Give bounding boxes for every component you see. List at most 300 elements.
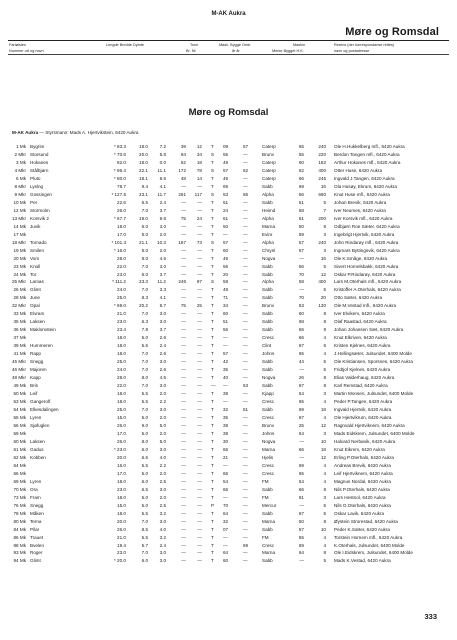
cell-length: * 20.0 — [113, 558, 126, 564]
cell-horsepower: 3 — [323, 430, 326, 436]
cell-rebuild-year: — — [243, 438, 248, 444]
cell-vessel-name: Kobben — [30, 454, 46, 460]
cell-material: T — [211, 518, 214, 524]
cell-depth: 2.6 — [159, 367, 166, 373]
cell-material: T — [211, 391, 214, 397]
cell-build-year: 39 — [223, 391, 229, 397]
cell-net-tonnage: — — [197, 454, 202, 460]
cell-vessel-name: Rapp — [30, 351, 41, 357]
cell-row-number: 13 Mkr — [11, 215, 26, 221]
cell-net-tonnage: — — [197, 534, 202, 540]
cell-net-tonnage: — — [197, 223, 202, 229]
cell-net-tonnage: — — [197, 375, 202, 381]
cell-rebuild-year: — — [243, 287, 248, 293]
table-row — [0, 303, 457, 311]
cell-depth: 2.0 — [159, 231, 166, 237]
cell-engine-make: Alpha — [262, 279, 274, 285]
cell-length: 24.0 — [117, 367, 126, 373]
cell-horsepower: 8 — [323, 375, 326, 381]
cell-engine-make: Marna — [262, 446, 276, 452]
cell-build-year: 66 — [223, 446, 229, 452]
cell-net-tonnage: 78 — [196, 167, 202, 173]
cell-row-number: 14 Mk — [13, 223, 26, 229]
cell-horsepower: 8 — [323, 383, 326, 389]
cell-gross-tonnage: — — [181, 255, 186, 261]
cell-engine-make: Nogva — [262, 438, 276, 444]
cell-build-year: — — [223, 462, 228, 468]
cell-build-year: 34 — [223, 303, 229, 309]
cell-rebuild-year: — — [243, 183, 248, 189]
cell-horsepower: 6 — [323, 343, 326, 349]
cell-gross-tonnage: — — [181, 534, 186, 540]
cell-gross-tonnage: — — [181, 375, 186, 381]
cell-net-tonnage: — — [197, 263, 202, 269]
cell-owner: Kristen Kjelnes, 6420 Aukra — [334, 343, 391, 349]
cell-length: 17.0 — [117, 430, 126, 436]
cell-rebuild-year: — — [243, 295, 248, 301]
cell-vessel-name: Elvram — [30, 311, 45, 317]
cell-owner: Nils O.Oterhals, 6420 Aukra — [334, 502, 391, 508]
cell-gross-tonnage: — — [181, 199, 186, 205]
cell-build-year: 55 — [223, 151, 229, 157]
cell-material: T — [211, 375, 214, 381]
cell-engine-year: 62 — [298, 167, 304, 173]
cell-engine-year: 55 — [298, 151, 304, 157]
cell-length: 18.0 — [117, 223, 126, 229]
cell-rebuild-year: — — [243, 215, 248, 221]
cell-length: 21.0 — [117, 311, 126, 317]
cell-net-tonnage: — — [197, 550, 202, 556]
cell-owner: Karl Remstad, 6420 Aukra — [334, 383, 388, 389]
cell-build-year: 69 — [223, 183, 229, 189]
cell-gross-tonnage: — — [181, 351, 186, 357]
table-row — [0, 184, 457, 192]
cell-depth: 3.0 — [159, 518, 166, 524]
cell-build-year: 35 — [223, 367, 229, 373]
cell-material: — — [211, 383, 216, 389]
cell-owner: Odbjørn Roe Sæter, 6420 Aukra — [334, 223, 400, 229]
table-row — [0, 535, 457, 543]
cell-net-tonnage: — — [197, 199, 202, 205]
cell-material: T — [211, 486, 214, 492]
cell-material: T — [211, 470, 214, 476]
cell-horsepower: 4 — [323, 534, 326, 540]
cell-material: T — [211, 199, 214, 205]
cell-gross-tonnage: — — [181, 510, 186, 516]
cell-engine-year: 57 — [298, 239, 304, 245]
cell-rebuild-year: — — [243, 462, 248, 468]
cell-rebuild-year: — — [243, 422, 248, 428]
cell-row-number: 46 Mkr — [11, 367, 26, 373]
table-row — [0, 343, 457, 351]
cell-horsepower: 8 — [323, 518, 326, 524]
cell-horsepower: 220 — [318, 151, 326, 157]
header-reder: Rerens (der korrespondanse rettes) — [334, 43, 395, 47]
cell-owner: Andreas Brevik, 6420 Aukra — [334, 462, 391, 468]
cell-build-year: 46 — [223, 175, 229, 181]
cell-width: 18.0 — [139, 159, 148, 165]
cell-width: 5.5 — [141, 399, 148, 405]
cell-width: 5.0 — [141, 414, 148, 420]
cell-net-tonnage: — — [197, 383, 202, 389]
cell-vessel-name: Lyslng — [30, 183, 44, 189]
cell-horsepower: 12 — [320, 454, 326, 460]
cell-width: 6.6 — [141, 454, 148, 460]
cell-vessel-name: Måken — [30, 510, 44, 516]
table-row — [0, 431, 457, 439]
cell-gross-tonnage: — — [181, 407, 186, 412]
cell-net-tonnage: — — [197, 478, 202, 484]
cell-owner: Oskar P.Rindarøy, 6420 Aukra — [334, 271, 396, 277]
running-header: M-AK Aukra — [211, 11, 246, 17]
cell-vessel-name: Gossingen — [30, 191, 52, 197]
cell-depth: 8.7 — [159, 303, 166, 309]
cell-material: T — [211, 526, 214, 532]
cell-horsepower: 130 — [318, 303, 326, 309]
cell-length: 15.0 — [117, 502, 126, 508]
cell-engine-year: 66 — [298, 486, 304, 492]
cell-horsepower: 5 — [323, 367, 326, 373]
cell-row-number: 19 Mk — [13, 247, 26, 253]
cell-material: T — [211, 351, 214, 357]
cell-width: 7.0 — [141, 311, 148, 317]
cell-engine-year: 58 — [298, 207, 304, 213]
cell-row-number: 54 Mk — [13, 407, 26, 412]
cell-depth: 2.0 — [159, 494, 166, 500]
cell-horsepower: 18 — [320, 446, 326, 452]
cell-net-tonnage: 97 — [196, 279, 202, 285]
cell-rebuild-year: — — [243, 255, 248, 261]
cell-rebuild-year: 63 — [243, 383, 249, 389]
cell-engine-make: Clint — [262, 343, 272, 349]
cell-horsepower: 5 — [323, 287, 326, 293]
cell-owner: Peder K.Sæter, 6420 Aukra — [334, 526, 390, 532]
table-row — [0, 503, 457, 511]
cell-build-year: 07 — [223, 526, 229, 532]
cell-owner: Halvard Nerbøvik, 6420 Aukra — [334, 438, 396, 444]
cell-owner: Peder P.Tangen, 6420 Aukra — [334, 399, 393, 405]
cell-vessel-name: Smilen — [30, 247, 45, 253]
cell-engine-make: Sabb — [262, 558, 273, 564]
cell-row-number: 80 Mk — [13, 518, 26, 524]
cell-length: * 101.3 — [111, 239, 126, 245]
cell-gross-tonnage: — — [181, 542, 186, 548]
cell-length: 19.4 — [117, 542, 126, 548]
cell-depth: 3.0 — [159, 319, 166, 325]
cell-build-year: 39 — [223, 430, 229, 436]
cell-depth: 4.1 — [159, 295, 166, 301]
cell-row-number: 28 Mk — [13, 295, 26, 301]
cell-engine-make: Sabb — [262, 510, 273, 516]
cell-horsepower: 8 — [323, 223, 326, 229]
cell-horsepower: 3 — [323, 247, 326, 253]
cell-material: T — [211, 255, 214, 261]
cell-depth: 3.0 — [159, 486, 166, 492]
table-row — [0, 240, 457, 248]
cell-width: 23.1 — [139, 191, 148, 197]
cell-owner: Lars Hestnol, 6420 Aukra — [334, 494, 386, 500]
table-row — [0, 287, 457, 295]
cell-row-number: 62 Mk — [13, 454, 26, 460]
cell-row-number: 48 Mkr — [11, 375, 26, 381]
cell-length: 22.6 — [117, 199, 126, 205]
table-row — [0, 160, 457, 168]
cell-net-tonnage: — — [197, 414, 202, 420]
cell-rebuild-year: — — [243, 207, 248, 213]
cell-owner: Knut Huse mfl., 6420 Aukra — [334, 191, 390, 197]
cell-engine-make: Cresc — [262, 470, 274, 476]
cell-material: T — [211, 175, 214, 181]
cell-material: T — [211, 295, 214, 301]
cell-material: T — [211, 159, 214, 165]
region-title: Møre og Romsdal — [345, 26, 439, 38]
cell-build-year: 46 — [223, 255, 229, 261]
cell-row-number: 55 Mk — [13, 414, 26, 420]
cell-row-number: 1 Mk — [16, 144, 26, 149]
cell-engine-make: Cresc — [262, 542, 274, 548]
cell-vessel-name: Tornado — [30, 239, 47, 245]
cell-owner: Ingebrigt Hjertvik, 6420 Aukra — [334, 231, 395, 237]
cell-owner: John Rindarøy mfl., 6420 Aukra — [334, 239, 399, 245]
cell-gross-tonnage: — — [181, 287, 186, 293]
cell-build-year: — — [223, 343, 228, 349]
cell-material: S — [211, 151, 215, 157]
cell-engine-make: Johns — [262, 430, 275, 436]
cell-engine-make: Mercur — [262, 502, 277, 508]
cell-engine-make: Sabb — [262, 287, 273, 293]
cell-length: 18.0 — [117, 391, 126, 397]
cell-vessel-name: Knoll — [30, 263, 41, 269]
header-mask-sub: år år — [232, 49, 240, 53]
cell-rebuild-year: 51 — [243, 407, 249, 412]
cell-gross-tonnage: — — [181, 311, 186, 317]
cell-length: * 16.0 — [113, 247, 126, 253]
cell-gross-tonnage: — — [181, 263, 186, 269]
cell-vessel-name: Opal — [30, 303, 40, 309]
cell-build-year: 70 — [223, 502, 229, 508]
cell-net-tonnage: 12 — [196, 144, 202, 149]
cell-engine-year: 25 — [298, 422, 304, 428]
cell-rebuild-year: — — [243, 263, 248, 269]
cell-rebuild-year: — — [243, 175, 248, 181]
cell-gross-tonnage: — — [181, 319, 186, 325]
table-row — [0, 463, 457, 471]
cell-net-tonnage: 34 — [196, 151, 202, 157]
cell-vessel-name: Snegg — [30, 502, 44, 508]
cell-build-year: 57 — [223, 239, 229, 245]
cell-rebuild-year: — — [243, 351, 248, 357]
cell-length: 23.0 — [117, 486, 126, 492]
cell-material: T — [211, 367, 214, 373]
cell-width: 23.3 — [139, 279, 148, 285]
cell-rebuild-year: 69 — [243, 542, 249, 548]
cell-depth: 2.0 — [159, 391, 166, 397]
cell-engine-year: 69 — [298, 542, 304, 548]
cell-length: 23.0 — [117, 319, 126, 325]
cell-length: 24.0 — [117, 287, 126, 293]
cell-gross-tonnage: — — [181, 335, 186, 341]
cell-owner: Knut Elkriven, 6420 Aukra — [334, 335, 387, 341]
cell-length: * 127.6 — [111, 191, 126, 197]
cell-material: T — [211, 183, 214, 189]
cell-gross-tonnage: 172 — [178, 167, 186, 173]
cell-net-tonnage: 73 — [196, 239, 202, 245]
cell-row-number: 20 Mk — [13, 255, 26, 261]
cell-width: 7.0 — [141, 207, 148, 213]
cell-depth: 4.5 — [159, 375, 166, 381]
cell-rebuild-year: — — [243, 399, 248, 405]
cell-build-year: 39 — [223, 422, 229, 428]
cell-vessel-name: Per — [30, 199, 38, 205]
cell-engine-make: Brunv — [262, 422, 275, 428]
cell-length: 20.0 — [117, 518, 126, 524]
cell-engine-make: Nogva — [262, 375, 276, 381]
cell-vessel-name: Laksen — [30, 438, 45, 444]
cell-horsepower: 3 — [323, 231, 326, 237]
table-row — [0, 208, 457, 216]
cell-depth: 2.4 — [159, 343, 166, 349]
cell-rebuild-year: — — [243, 518, 248, 524]
cell-depth: 4.6 — [159, 255, 166, 261]
cell-engine-make: Marna — [262, 223, 276, 229]
cell-gross-tonnage: — — [181, 438, 186, 444]
cell-net-tonnage: — — [197, 255, 202, 261]
cell-depth: 11.1 — [157, 167, 166, 173]
cell-material: T — [211, 335, 214, 341]
cell-vessel-name: Lyren — [30, 414, 42, 420]
cell-length: 15.0 — [117, 414, 126, 420]
cell-vessel-name: Bvelen — [30, 542, 45, 548]
cell-vessel-name: Korsvik 2 — [30, 215, 49, 221]
cell-depth: 0.0 — [159, 159, 166, 165]
cell-material: P — [211, 502, 215, 508]
cell-rebuild-year: — — [243, 526, 248, 532]
cell-engine-year: — — [299, 438, 304, 444]
cell-owner: Mads Eidskrem, Julsundet, 6400 Molde — [334, 430, 415, 436]
cell-depth: 2.5 — [159, 502, 166, 508]
cell-material: T — [211, 542, 214, 548]
cell-owner: Fridtjof Kjelnes, 6420 Aukra — [334, 367, 391, 373]
cell-depth: 4.0 — [159, 454, 166, 460]
cell-owner: Erling P.Oterhals, 6420 Aukra — [334, 454, 394, 460]
cell-width: 7.0 — [141, 263, 148, 269]
cell-vessel-name: Vom — [30, 255, 40, 261]
cell-rebuild-year: — — [243, 486, 248, 492]
cell-horsepower: 4 — [323, 399, 326, 405]
cell-engine-year: 70 — [298, 271, 304, 277]
header-tonn: Tonn — [190, 43, 199, 47]
cell-owner: Øystein Strorestad, 6420 Aukra — [334, 518, 398, 524]
cell-owner: Ragnvald Hjertviknem, 6420 Aukra — [334, 422, 405, 428]
cell-owner: Martin Monsen, Julsundet, 6400 Molde — [334, 391, 414, 397]
cell-width: 8.0 — [141, 255, 148, 261]
cell-length: 26.0 — [117, 207, 126, 213]
cell-owner: Ingvald J.Tangen, 6420 Aukra — [334, 175, 395, 181]
cell-length: 26.0 — [117, 438, 126, 444]
cell-material: T — [211, 311, 214, 317]
cell-build-year: 57 — [223, 351, 229, 357]
cell-rebuild-year: — — [243, 335, 248, 341]
cell-width: 8.0 — [141, 375, 148, 381]
cell-build-year: — — [223, 494, 228, 500]
cell-gross-tonnage: — — [181, 454, 186, 460]
cell-net-tonnage: — — [197, 542, 202, 548]
cell-row-number: 24 Mk — [13, 271, 26, 277]
cell-gross-tonnage: 52 — [180, 159, 186, 165]
cell-gross-tonnage: 48 — [180, 175, 186, 181]
cell-width: 5.0 — [141, 247, 148, 253]
cell-depth: 5.0 — [159, 438, 166, 444]
cell-row-number: 56 Mk — [13, 422, 26, 428]
table-row — [0, 256, 457, 264]
cell-width: 6.0 — [141, 223, 148, 229]
cell-build-year: 42 — [223, 359, 229, 365]
cell-material: S — [211, 191, 215, 197]
cell-length: 18.0 — [117, 510, 126, 516]
cell-material: T — [211, 263, 214, 269]
cell-owner: Iver Korsvik mfl., 6420 Aukra — [334, 215, 393, 221]
cell-length: 20.0 — [117, 454, 126, 460]
cell-rebuild-year: — — [243, 446, 248, 452]
cell-gross-tonnage: — — [181, 422, 186, 428]
cell-row-number: 93 Mk — [13, 550, 26, 556]
cell-row-number: 73 Mk — [13, 494, 26, 500]
cell-length: 26.0 — [117, 526, 126, 532]
cell-owner: Otto Sæter, 6420 Aukra — [334, 295, 383, 301]
cell-build-year: — — [223, 231, 228, 237]
cell-material: T — [211, 446, 214, 452]
cell-rebuild-year: — — [243, 510, 248, 516]
cell-length: 18.0 — [117, 399, 126, 405]
cell-row-number: 88 Mk — [13, 542, 26, 548]
section-title: Møre og Romsdal — [188, 107, 269, 118]
cell-vessel-name: Maklomstein — [30, 327, 56, 333]
cell-gross-tonnage: — — [181, 391, 186, 397]
cell-engine-year: 26 — [298, 375, 304, 381]
cell-engine-year: 67 — [298, 383, 304, 389]
cell-horsepower: 3 — [323, 494, 326, 500]
header-rule-top — [8, 40, 449, 41]
cell-horsepower: 3 — [323, 391, 326, 397]
cell-horsepower: 182 — [318, 159, 326, 165]
cell-net-tonnage: 25 — [196, 303, 202, 309]
cell-horsepower: 660 — [318, 191, 326, 197]
table-row — [0, 311, 457, 319]
cell-horsepower: 20 — [320, 295, 326, 301]
cell-horsepower: 4 — [323, 414, 326, 420]
cell-width: 20.2 — [139, 303, 148, 309]
cell-engine-make: FM — [262, 534, 269, 540]
cell-engine-year: 70 — [298, 295, 304, 301]
cell-rebuild-year: — — [243, 359, 248, 365]
cell-length: 18.0 — [117, 351, 126, 357]
cell-engine-make: Cresc — [262, 414, 274, 420]
cell-row-number: 94 Mk — [13, 558, 26, 564]
cell-length: * 80.0 — [113, 175, 126, 181]
cell-depth: 2.0 — [159, 430, 166, 436]
cell-material: T — [211, 215, 214, 221]
cell-width: 8.5 — [141, 526, 148, 532]
cell-material: T — [211, 303, 214, 309]
cell-row-number: 33 Mk — [13, 311, 26, 317]
cell-rebuild-year: — — [243, 199, 248, 205]
cell-rebuild-year: — — [243, 231, 248, 237]
table-row — [0, 152, 457, 160]
cell-width: 5.0 — [141, 494, 148, 500]
cell-owner: Elias Valderhaug, 6420 Aukra — [334, 375, 395, 381]
cell-owner: J.Hollingsæter, Julsundet, 6400 Molde — [334, 351, 412, 357]
cell-horsepower: 4 — [323, 478, 326, 484]
